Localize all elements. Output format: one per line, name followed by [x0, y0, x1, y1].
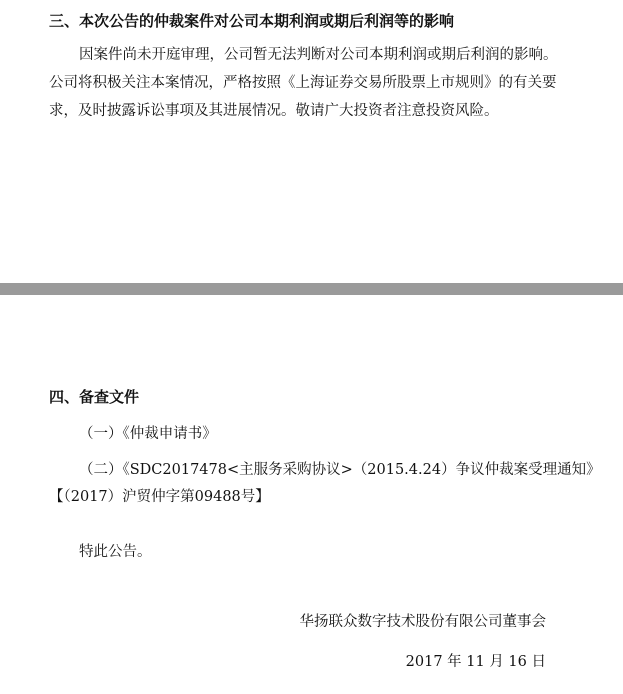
reference-item-1: （一）《仲裁申请书》 [79, 426, 217, 442]
page-1 [0, 0, 623, 283]
paragraph-line: 因案件尚未开庭审理，公司暂无法判断对公司本期利润或期后利润的影响。 [79, 47, 558, 63]
section-4-heading: 四、备查文件 [49, 388, 140, 406]
closing-text: 特此公告。 [79, 544, 152, 560]
paragraph-line: 公司将积极关注本案情况，严格按照《上海证券交易所股票上市规则》的有关要 [49, 75, 557, 91]
section-3-paragraph [49, 41, 569, 125]
section-3-heading: 三、本次公告的仲裁案件对公司本期利润或期后利润等的影响 [49, 12, 455, 30]
reference-item-2-line-2: 【（2017）沪贸仲字第09488号】 [49, 489, 270, 505]
page-2 [0, 295, 623, 694]
page-divider [0, 283, 623, 295]
reference-item-2-line-1: （二）《SDC2017478<主服务采购协议>（2015.4.24）争议仲裁案受理通知》 [79, 462, 601, 478]
paragraph-line: 求，及时披露诉讼事项及其进展情况。敬请广大投资者注意投资风险。 [49, 103, 499, 119]
signature-company: 华扬联众数字技术股份有限公司董事会 [299, 614, 546, 630]
signature-date: 2017 年 11 月 16 日 [405, 654, 546, 670]
